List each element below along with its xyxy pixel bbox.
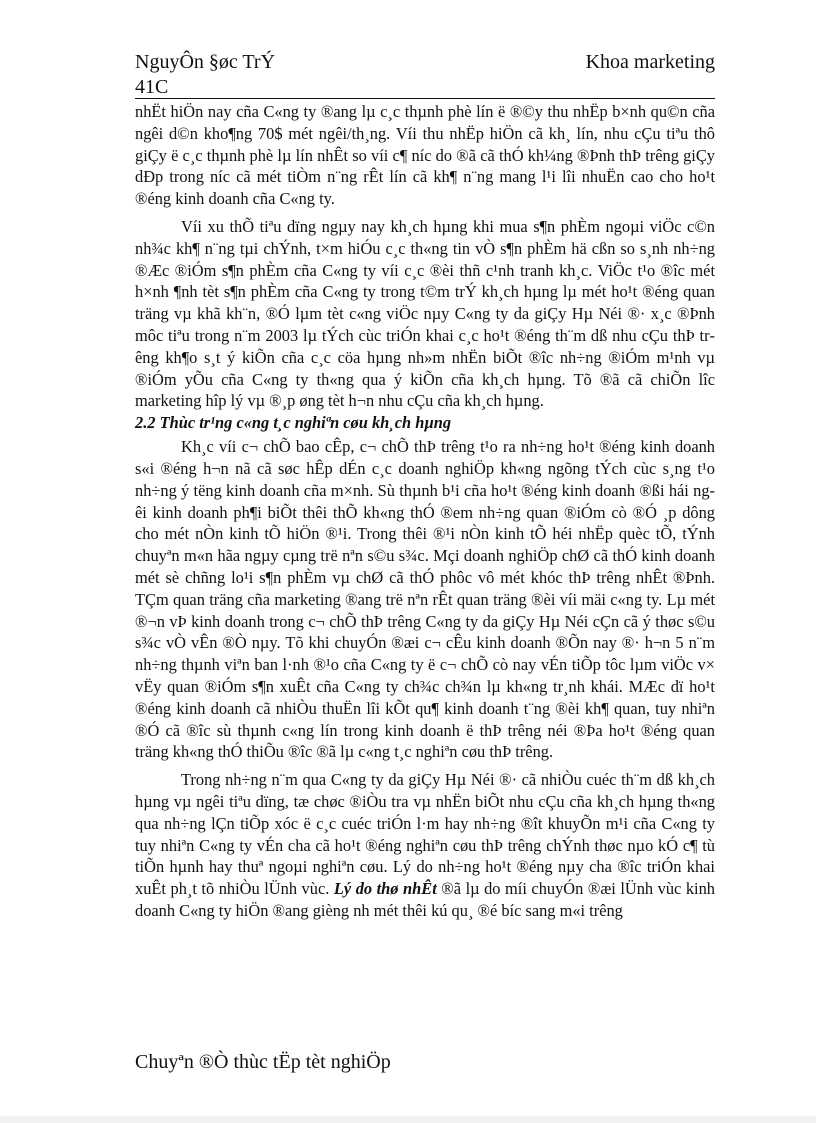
header-left bbox=[135, 50, 275, 100]
header-author: NguyÔn §øc TrÝ bbox=[135, 51, 276, 73]
header-department: Khoa marketing bbox=[585, 51, 715, 73]
header-rule bbox=[135, 98, 715, 99]
section-heading: 2.2 Thùc tr¹ng c«ng t¸c nghiªn cøu kh¸ch hµng bbox=[135, 413, 452, 433]
document-body bbox=[135, 101, 715, 922]
paragraph-continued: nhËt hiÖn nay cña C«ng ty ®ang lµ c¸c thµnh phè lín ë ®©y thu nhËp b×nh qu©n cña ngêi d©n kho¶ng 70$ mét ngêi/th¸ng. Víi thu nhËp hiÖn cã kh¸ lín, nhu cÇu tiªu thô giÇy ë c¸c thµnh phè lµ lín nhÊt so víi c¶ níc do ®ã cã thÓ kh¼ng ®Þnh thÞ trêng giÇy dÐp trong níc cã mét tiÒm n¨ng rÊt lín cã kh¶ n¨ng mang l¹i lîi nhuËn cao cho ho¹t ®éng kinh doanh cña C«ng ty. bbox=[135, 102, 715, 209]
paragraph-research-text-1: Trong nh÷ng n¨m qua C«ng ty da giÇy Hµ Néi ®· cã nhiÒu cuéc th¨m dß kh¸ch hµng vµ ngêi tiªu dïng, tæ chøc ®iÒu tra vµ nhËn biÕt nhu cÇu cña kh¸ch hµng th«ng qua nh÷ng lÇn tiÕp xóc ë c¸c cuéc triÓn l·m hay nh÷ng ®ît khuyÕn m¹i cña C«ng ty tuy nhiªn C«ng ty vÉn cha cã ho¹t ®éng nghiªn cøu thÞ trêng chÝnh thøc nµo kÓ c¶ tù tiÕn hµnh hay thuª ngoµi nghiªn cøu. Lý do nh÷ng ho¹t ®éng nµy cha ®îc triÓn khai xuÊt ph¸t tõ nhiÒu lÜnh vùc. bbox=[135, 770, 715, 899]
paragraph-market-mechanism: Kh¸c víi c¬ chÕ bao cÊp, c¬ chÕ thÞ trêng t¹o ra nh÷ng ho¹t ®éng kinh doanh s«i ®éng h¬n nã cã søc hÊp dÉn c¸c doanh nghiÖp kh«ng ngõng tÝch cùc s¸ng t¹o nh÷ng ý tëng kinh doanh cña m×nh. Sù thµnh b¹i cña ho¹t ®éng kinh doanh ®ßi hái ngêi kinh doanh ph¶i biÕt thêi thÕ kh«ng thÓ ®em nh÷ng quan ®iÓm cò ®Ó ¸p dông cho mét nÒn kinh tÕ hiÖn ®¹i. Trong thêi ®¹i nÒn kinh tÕ héi nhËp quèc tÕ, tÝnh chuyªn m«n hãa ngµy cµng trë nªn s©u s¾c. Mçi doanh nghiÖp chØ cã thÓ kinh doanh mét sè chñng lo¹i s¶n phÈm vµ chØ cã thÓ phôc vô mét khóc thÞ trêng nhÊt ®Þnh. TÇm quan träng cña marketing ®ang trë nªn rÊt quan träng ®èi víi mäi c«ng ty. Lµ mét ®¬n vÞ kinh doanh trong c¬ chÕ thÞ trêng C«ng ty da giÇy Hµ Néi cÇn cã ý thøc s©u s¾c vÒ vÊn ®Ò nµy. Tõ khi chuyÓn ®æi c¬ cÊu kinh doanh ®Õn nay ®· h¬n 5 n¨m nh÷ng thµnh viªn ban l·nh ®¹o cña C«ng ty ë c¬ chÕ cò nay vÉn tiÕp tôc lµm viÖc v× vËy quan ®iÓm s¶n xuÊt cña C«ng ty ch¾c ch¾n lµ kh«ng tr¸nh khái. MÆc dï ho¹t ®éng kinh doanh cã nhiÒu thuËn lîi kÕt qu¶ kinh doanh t¨ng ®èi kh¶ quan, tuy nhiªn ®Ó cã ®îc sù thµnh c«ng lín trong kinh doanh ë thÞ trêng néi ®Þa ho¹t ®éng quan träng kh«ng thÓ thiÕu ®îc ®ã lµ c«ng t¸c nghiªn cøu thÞ trêng. bbox=[135, 437, 715, 762]
paragraph-research-text-2: ®ã lµ do míi chuyÓn ®æi lÜnh vùc kinh doanh C«ng ty hiÖn ®ang gièng nh mét thêi kú qu¸ ®é bíc sang m«i trêng bbox=[135, 879, 716, 920]
page-bottom-band bbox=[0, 1116, 816, 1123]
header-class: 41C bbox=[135, 76, 169, 98]
paragraph-consumer-trend: Víi xu thÕ tiªu dïng ngµy nay kh¸ch hµng khi mua s¶n phÈm ngoµi viÖc c©n nh¾c kh¶ n¨ng tµi chÝnh, t×m hiÓu c¸c th«ng tin vÒ s¶n phÈm hä cßn so s¸nh nh÷ng ®Æc ®iÓm s¶n phÈm cña C«ng ty víi c¸c ®èi thñ c¹nh tranh kh¸c. ViÖc t¹o ®îc mét h×nh ¶nh tèt s¶n phÈm cña C«ng ty trong t©m trÝ kh¸ch hµng lµ mét ho¹t ®éng quan träng vµ khã kh¨n, ®Ó lµm tèt c«ng viÖc nµy C«ng ty da giÇy Hµ Néi ®· x¸c ®Þnh môc tiªu trong n¨m 2003 lµ tÝch cùc triÓn khai c¸c ho¹t ®éng th¨m dß nhu cÇu thÞ trêng kh¶o s¸t ý kiÕn cña c¸c cöa hµng nh»m nhËn biÕt ®îc nh÷ng ®iÓm m¹nh vµ ®iÓm yÕu cña C«ng ty th«ng qua ý kiÕn cña kh¸ch hµng. Tõ ®ã cã chiÕn lîc marketing hîp lý vµ ®¸p øng tèt h¬n nhu cÇu cña kh¸ch hµng. bbox=[135, 216, 715, 411]
paragraph-research-status bbox=[135, 769, 715, 922]
footer-title: Chuyªn ®Ò thùc tËp tèt nghiÖp bbox=[135, 1051, 391, 1073]
paragraph-research-emphasis: Lý do thø nhÊt bbox=[333, 879, 437, 899]
